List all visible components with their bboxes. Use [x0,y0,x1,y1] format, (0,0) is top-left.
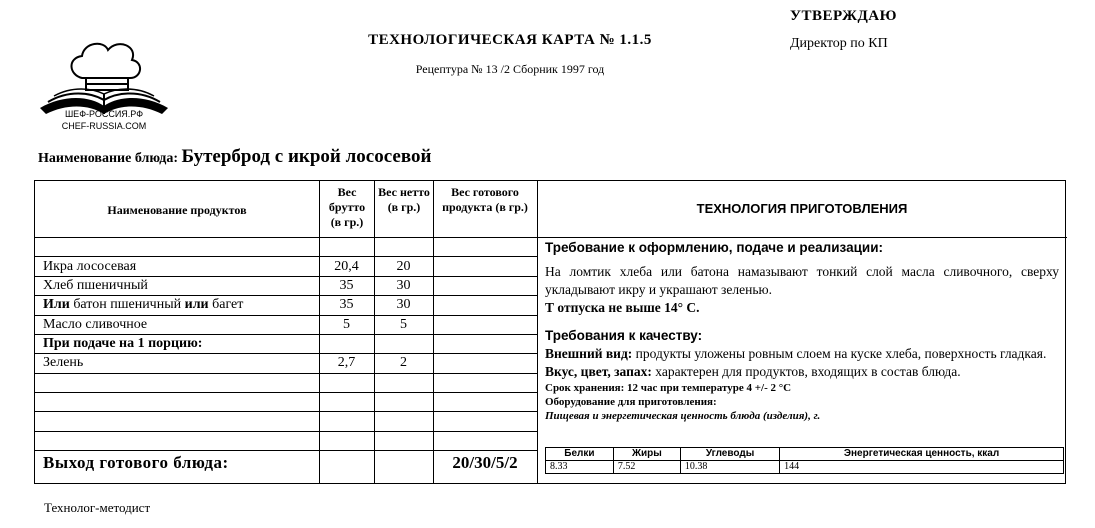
nutrition-energy: 144 [780,461,1064,474]
tech-heading-serving: Требование к оформлению, подаче и реализации: [545,240,883,255]
nutrition-header-protein: Белки [546,448,614,461]
row-3-gross: 35 [339,297,354,312]
row-4-name: Масло сливочное [43,317,148,332]
tech-taste [545,363,1059,381]
recipe-table [34,180,1066,484]
nutrition-carbs: 10.38 [680,461,779,474]
row-2-gross: 35 [339,278,354,293]
approval-subtitle: Директор по КП [790,36,888,51]
tech-serving-text: На ломтик хлеба или батона намазывают тонкий слой масла сливочного, сверху укладывают икру и украшают зеленью. [545,264,1059,297]
logo-line-1: ШЕФ-РОССИЯ.РФ [64,109,144,119]
row-1-net: 20 [396,259,411,274]
row-4-net: 5 [400,317,407,332]
tech-heading-quality: Требования к качеству: [545,328,703,343]
row-3-or-1: Или [43,297,70,312]
row-1-gross: 20,4 [334,259,359,274]
tech-storage: Срок хранения: 12 час при температуре 4 +/- 2 °С [545,382,792,394]
header-gross: Вес брутто (в гр.) [328,185,366,229]
tech-look [545,345,1059,363]
logo-text [34,108,174,132]
nutrition-table [545,447,1064,474]
technology-text [545,239,1059,423]
row-2-name: Хлеб пшеничный [43,278,148,293]
card-title: ТЕХНОЛОГИЧЕСКАЯ КАРТА № 1.1.5 [368,32,652,48]
row-6-name: Зелень [43,355,84,370]
recipe-line: Рецептура № 13 /2 Сборник 1997 год [415,62,605,76]
row-4-gross: 5 [343,317,350,332]
header-products: Наименование продуктов [107,203,247,217]
row-3-net: 30 [396,297,411,312]
row-3-name [43,295,243,314]
row-6-gross: 2,7 [337,355,356,370]
tech-temperature: Т отпуска не выше 14° С. [545,300,700,315]
logo-line-2: CHEF-RUSSIA.COM [61,121,147,131]
look-label: Внешний вид: [545,346,633,361]
taste-text: характерен для продуктов, входящих в состав блюда. [651,364,961,379]
dish-line [38,146,431,168]
footer-technologist: Технолог-методист [44,500,151,515]
tech-equipment: Оборудование для приготовления: [545,396,717,408]
tech-nutrition-caption: Пищевая и энергетическая ценность блюда (изделия), г. [545,410,821,422]
dish-label: Наименование блюда: [38,151,178,166]
nutrition-protein: 8.33 [546,461,614,474]
taste-label: Вкус, цвет, запах: [545,364,652,379]
row-5-name: При подаче на 1 порцию: [43,336,203,351]
row-6-net: 2 [400,355,407,370]
header-net: Вес нетто (в гр.) [378,185,430,214]
row-2-net: 30 [396,278,411,293]
row-3-end: багет [208,297,244,312]
approval-title: УТВЕРЖДАЮ [790,8,898,24]
yield-label: Выход готового блюда: [43,453,229,472]
nutrition-fat: 7.52 [613,461,680,474]
header-tech: ТЕХНОЛОГИЯ ПРИГОТОВЛЕНИЯ [696,201,908,216]
row-3-or-2: или [184,297,209,312]
look-text: продукты уложены ровным слоем на куске хлеба, поверхность гладкая. [632,346,1047,361]
nutrition-header-carbs: Углеводы [680,448,779,461]
nutrition-header-fat: Жиры [613,448,680,461]
header-ready: Вес готового продукта (в гр.) [442,185,528,214]
yield-value: 20/30/5/2 [452,453,518,472]
dish-name: Бутерброд с икрой лососевой [181,146,432,167]
row-1-name: Икра лососевая [43,259,137,274]
row-3-mid: батон пшеничный [69,297,185,312]
nutrition-header-energy: Энергетическая ценность, ккал [780,448,1064,461]
